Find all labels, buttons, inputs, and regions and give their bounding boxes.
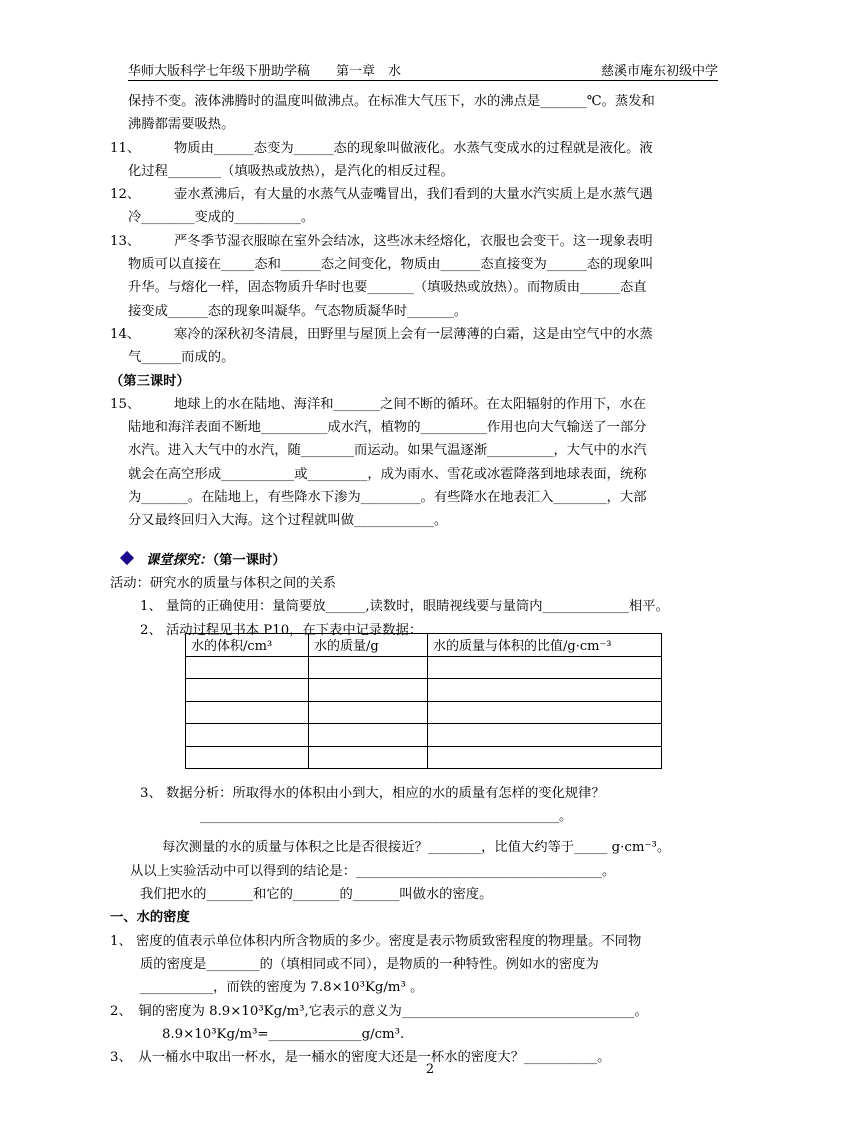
question-12 [110, 183, 734, 206]
table-row [186, 746, 662, 769]
table-cell[interactable] [186, 724, 309, 747]
table-row [186, 701, 662, 724]
activity-step-3: 3、 数据分析：所取得水的体积由小到大，相应的水的质量有怎样的变化规律？ [140, 785, 605, 801]
data-table [185, 633, 662, 769]
table-cell[interactable] [428, 656, 662, 679]
text-line: 就会在高空形成___________或_________，成为雨水、雪花或冰雹降落到地球表面，统称 [128, 466, 647, 482]
text-line: 我们把水的_______和它的_______的_______叫做水的密度。 [140, 887, 493, 903]
diamond-bullet-icon [120, 551, 134, 565]
table-cell[interactable] [186, 656, 309, 679]
density-item-1: 1、 密度的值表示单位体积内所含物质的多少。密度是表示物质致密程度的物理量。不同物 [110, 933, 642, 949]
header-school-name: 慈溪市庵东初级中学 [600, 64, 718, 79]
question-14 [110, 323, 734, 346]
answer-blank-line: ______________________________________________________。 [200, 809, 573, 825]
question-text: 壶水煮沸后，有大量的水蒸气从壶嘴冒出，我们看到的大量水汽实质上是水蒸气遇 [174, 187, 653, 203]
table-cell[interactable] [428, 679, 662, 702]
table-cell[interactable] [186, 679, 309, 702]
text-line: 陆地和海洋表面不断地__________成水汽，植物的__________作用也向大气输送了一部分 [128, 420, 647, 436]
text-line: 水汽。进入大气中的水汽，随________而运动。如果气温逐渐__________，大气中的水汽 [128, 443, 647, 459]
question-number: 15、 [110, 396, 141, 412]
table-row [186, 679, 662, 702]
text-line: 升华。与熔化一样，固态物质升华时也要_______（填吸热或放热）。而物质由______态直 [128, 280, 647, 296]
question-text: 严冬季节湿衣服晾在室外会结冰，这些冰未经熔化，衣服也会变干。这一现象表明 [174, 233, 653, 249]
table-row [186, 724, 662, 747]
question-text: 寒冷的深秋初冬清晨，田野里与屋顶上会有一层薄薄的白霜，这是由空气中的水蒸 [174, 326, 653, 342]
explore-subtitle: （第一课时） [212, 552, 286, 568]
density-item-2: 2、 铜的密度为 8.9×10³Kg/m³,它表示的意义为___________________________________。 [110, 1003, 648, 1019]
table-cell[interactable] [428, 724, 662, 747]
text-line: 气______而成的。 [128, 350, 235, 366]
page-number: 2 [425, 1062, 435, 1077]
text-line: 质的密度是________的（填相同或不同），是物质的一种特性。例如水的密度为 [140, 956, 599, 972]
text-line: 接变成______态的现象叫凝华。气态物质凝华时_______。 [128, 303, 468, 319]
table-cell[interactable] [309, 679, 428, 702]
table-cell[interactable] [186, 746, 309, 769]
text-line: 物质可以直接在_____态和______态之间变化，物质由______态直接变为______态的现象叫 [128, 257, 654, 273]
table-cell[interactable] [309, 746, 428, 769]
question-number: 12、 [110, 187, 141, 203]
text-line: 每次测量的水的质量与体积之比是否很接近？________，比值大约等于_____ g·cm⁻³。 [162, 840, 671, 856]
text-line: ___________，而铁的密度为 7.8×10³Kg/m³ 。 [140, 980, 424, 996]
activity-title: 活动：研究水的质量与体积之间的关系 [110, 575, 337, 591]
explore-title: 课堂探究： [146, 552, 213, 568]
table-header-cell: 水的质量/g [309, 634, 428, 657]
page-content [110, 90, 734, 1069]
text-line: 8.9×10³Kg/m³=______________g/cm³. [162, 1026, 405, 1042]
table-row [186, 656, 662, 679]
table-header-cell: 水的体积/cm³ [186, 634, 309, 657]
table-cell[interactable] [186, 701, 309, 724]
text-line: 冷________变成的__________。 [128, 210, 315, 226]
text-line: 化过程________（填吸热或放热），是汽化的相反过程。 [128, 163, 454, 179]
question-number: 13、 [110, 233, 141, 249]
explore-heading [116, 549, 734, 572]
page-header [128, 60, 718, 80]
question-11 [110, 137, 734, 160]
lesson-heading: （第三课时） [110, 373, 190, 389]
table-header-row [186, 634, 662, 657]
text-line: 为_______。在陆地上，有些降水下渗为_________。有些降水在地表汇入________，大部 [128, 490, 647, 506]
table-cell[interactable] [309, 701, 428, 724]
text-line: 保持不变。液体沸腾时的温度叫做沸点。在标准大气压下，水的沸点是_______℃。蒸发和 [128, 94, 655, 109]
question-text: 地球上的水在陆地、海洋和_______之间不断的循环。在太阳辐射的作用下，水在 [174, 396, 647, 412]
density-item-3: 3、 从一桶水中取出一杯水，是一桶水的密度大还是一杯水的密度大？___________。 [110, 1050, 611, 1066]
activity-step-1: 1、 量筒的正确使用：量筒要放______,读数时，眼睛视线要与量筒内_____________相平。 [140, 599, 669, 615]
table-cell[interactable] [428, 746, 662, 769]
question-13 [110, 230, 734, 253]
table-cell[interactable] [309, 656, 428, 679]
activity-step-2: 2、 活动过程见书本 P10，在下表中记录数据： [140, 622, 423, 638]
table-cell[interactable] [309, 724, 428, 747]
text-line: 沸腾都需要吸热。 [128, 117, 235, 133]
question-number: 14、 [110, 326, 141, 342]
section-heading-density: 一、水的密度 [110, 910, 190, 926]
question-number: 11、 [110, 140, 141, 156]
question-text: 物质由______态变为______态的现象叫做液化。水蒸气变成水的过程就是液化。液 [174, 140, 653, 156]
header-divider [128, 80, 718, 81]
text-line: 从以上实验活动中可以得到的结论是：_____________________________________。 [130, 863, 616, 879]
header-course-title: 华师大版科学七年级下册助学稿 第一章 水 [128, 64, 402, 79]
question-15 [110, 393, 734, 416]
table-header-cell: 水的质量与体积的比值/g·cm⁻³ [428, 634, 662, 657]
text-line: 分又最终回归入大海。这个过程就叫做____________。 [128, 513, 448, 529]
table-cell[interactable] [428, 701, 662, 724]
